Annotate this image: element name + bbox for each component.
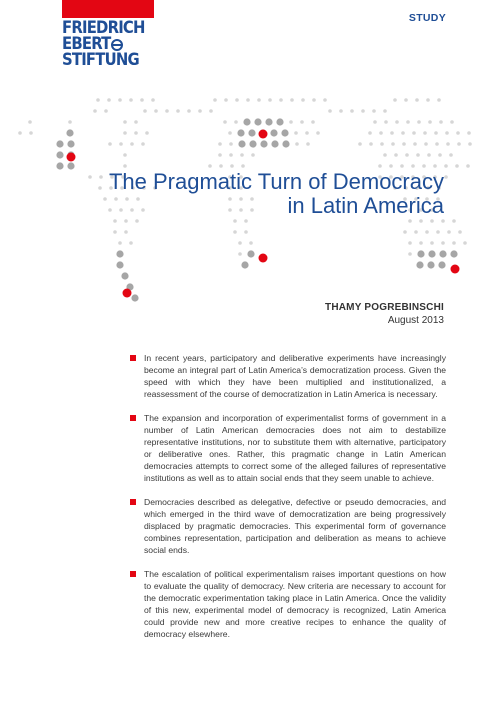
logo-line-3: STIFTUNG xyxy=(62,50,139,69)
map-highlight-dot xyxy=(67,153,76,162)
map-dot xyxy=(437,98,441,102)
map-dot xyxy=(444,175,448,179)
bullet-square-icon xyxy=(130,355,136,361)
map-dot xyxy=(187,109,191,113)
map-dot xyxy=(282,140,289,147)
map-dot xyxy=(249,241,253,245)
bullet-square-icon xyxy=(130,571,136,577)
map-dot xyxy=(445,131,449,135)
map-dot xyxy=(415,98,419,102)
map-dot xyxy=(369,142,373,146)
map-dot xyxy=(428,120,432,124)
map-dot xyxy=(424,142,428,146)
document-type-label: STUDY xyxy=(408,12,446,24)
map-dot xyxy=(265,118,272,125)
map-dot xyxy=(408,252,412,256)
map-dot xyxy=(361,109,365,113)
map-dot xyxy=(403,230,407,234)
map-dot xyxy=(176,109,180,113)
list-item xyxy=(130,568,446,640)
map-dot xyxy=(446,142,450,146)
map-dot xyxy=(389,164,393,168)
map-dot xyxy=(300,120,304,124)
map-dot xyxy=(241,164,245,168)
map-dot xyxy=(238,252,242,256)
map-dot xyxy=(419,219,423,223)
map-dot xyxy=(134,131,138,135)
map-dot xyxy=(373,120,377,124)
map-dot xyxy=(230,164,234,168)
map-dot xyxy=(452,241,456,245)
map-dot xyxy=(456,131,460,135)
map-dot xyxy=(240,153,244,157)
map-dot xyxy=(401,131,405,135)
map-dot xyxy=(413,142,417,146)
map-highlight-dot xyxy=(451,265,460,274)
map-dot xyxy=(56,151,63,158)
map-dot xyxy=(383,153,387,157)
map-dot xyxy=(129,241,133,245)
map-dot xyxy=(406,120,410,124)
map-dot xyxy=(430,241,434,245)
map-dot xyxy=(439,250,446,257)
map-dot xyxy=(113,230,117,234)
map-dot xyxy=(427,261,434,268)
map-dot xyxy=(124,219,128,223)
map-dot xyxy=(238,241,242,245)
map-dot xyxy=(93,109,97,113)
map-dot xyxy=(135,219,139,223)
map-dot xyxy=(394,153,398,157)
map-dot xyxy=(380,142,384,146)
map-dot xyxy=(224,98,228,102)
map-dot xyxy=(131,294,138,301)
map-dot xyxy=(468,142,472,146)
map-dot xyxy=(209,109,213,113)
map-dot xyxy=(251,153,255,157)
map-dot xyxy=(323,98,327,102)
map-dot xyxy=(444,164,448,168)
map-dot xyxy=(438,153,442,157)
map-dot xyxy=(18,131,22,135)
map-dot xyxy=(66,129,73,136)
map-dot xyxy=(154,109,158,113)
map-dot xyxy=(426,98,430,102)
map-dot xyxy=(358,142,362,146)
map-dot xyxy=(435,142,439,146)
map-dot xyxy=(257,98,261,102)
map-dot xyxy=(417,250,424,257)
map-dot xyxy=(378,164,382,168)
bullet-text: In recent years, participatory and deliberative experiments have increasingly become an integral part of Latin America’s democratization process. Given the speed with which they have been multiplied and institutionalized, a reassessment of the course of democratization in Latin America is necessary. xyxy=(144,353,446,399)
map-dot xyxy=(123,164,127,168)
map-dot xyxy=(416,261,423,268)
map-dot xyxy=(463,241,467,245)
map-dot xyxy=(241,261,248,268)
map-dot xyxy=(411,164,415,168)
map-dot xyxy=(449,153,453,157)
map-dot xyxy=(416,153,420,157)
map-dot xyxy=(140,98,144,102)
map-dot xyxy=(439,120,443,124)
map-dot xyxy=(145,131,149,135)
map-dot xyxy=(419,241,423,245)
map-dot xyxy=(391,142,395,146)
map-dot xyxy=(129,98,133,102)
map-dot xyxy=(390,131,394,135)
map-dot xyxy=(260,140,267,147)
map-dot xyxy=(295,142,299,146)
map-dot xyxy=(316,131,320,135)
map-dot xyxy=(121,272,128,279)
map-dot xyxy=(414,230,418,234)
map-dot xyxy=(466,164,470,168)
map-dot xyxy=(281,129,288,136)
map-dot xyxy=(306,142,310,146)
map-dot xyxy=(244,230,248,234)
map-dot xyxy=(289,120,293,124)
map-dot xyxy=(400,164,404,168)
map-dot xyxy=(368,131,372,135)
map-dot xyxy=(213,98,217,102)
bullet-text: The escalation of political experimentalism raises important questions on how to evaluate the quality of democracy. New criteria are necessary to account for the democratic experimentation taking place in Latin America. Once the validity of this new, experimental model of democracy is recognized, Latin America could provide new and more creative recipes to enhance the quality of democracy elsewhere. xyxy=(144,569,446,639)
map-dot xyxy=(198,109,202,113)
map-dot xyxy=(233,219,237,223)
map-dot xyxy=(294,131,298,135)
map-dot xyxy=(433,164,437,168)
map-dot xyxy=(434,131,438,135)
map-dot xyxy=(237,129,244,136)
map-dot xyxy=(223,120,227,124)
map-dot xyxy=(422,164,426,168)
publication-date: August 2013 xyxy=(387,315,444,326)
map-dot xyxy=(107,98,111,102)
map-dot xyxy=(405,153,409,157)
bullet-square-icon xyxy=(130,499,136,505)
map-dot xyxy=(119,142,123,146)
map-dot xyxy=(467,131,471,135)
logo-line-1: FRIEDRICH xyxy=(62,18,145,37)
map-dot xyxy=(450,120,454,124)
map-dot xyxy=(134,120,138,124)
map-dot xyxy=(339,109,343,113)
map-dot xyxy=(116,261,123,268)
map-dot xyxy=(328,109,332,113)
map-dot xyxy=(417,120,421,124)
logo-line-2-text: EBERT xyxy=(62,34,111,53)
list-item xyxy=(130,496,446,556)
map-dot xyxy=(379,131,383,135)
page-title-line-2: in Latin America xyxy=(287,193,444,218)
map-dot xyxy=(427,153,431,157)
map-dot xyxy=(271,140,278,147)
map-dot xyxy=(290,98,294,102)
map-dot xyxy=(243,118,250,125)
map-highlight-dot xyxy=(123,289,132,298)
map-dot xyxy=(441,219,445,223)
map-dot xyxy=(430,219,434,223)
map-dot xyxy=(113,219,117,223)
list-item xyxy=(130,352,446,400)
map-dot xyxy=(233,230,237,234)
map-dot xyxy=(438,261,445,268)
map-dot xyxy=(425,230,429,234)
map-dot xyxy=(372,109,376,113)
map-dot xyxy=(447,230,451,234)
bullet-square-icon xyxy=(130,415,136,421)
map-dot xyxy=(229,142,233,146)
map-dot xyxy=(404,98,408,102)
bullet-text: The expansion and incorporation of experimentalist forms of government in a number of Latin American democracies does not aim to destabilize representative institutions, nor to substitute them with alternative, participatory or deliberative ones. Rather, this pragmatic change in Latin American democracies attempts to correct some of the alleged failures of representative institutions as well as to attain social ends that they seem unable to achieve. xyxy=(144,413,446,483)
map-dot xyxy=(408,219,412,223)
map-dot xyxy=(305,131,309,135)
map-dot xyxy=(56,140,63,147)
map-dot xyxy=(312,98,316,102)
map-dot xyxy=(28,120,32,124)
bullet-text: Democracies described as delegative, defective or pseudo democracies, and which emerged in the third wave of democratization are being progressively displaced by pragmatic democracies. This experimental form of governance combines representation, participation and deliberation as means to achieve social ends. xyxy=(144,497,446,555)
map-dot xyxy=(423,131,427,135)
map-dot xyxy=(118,98,122,102)
map-dot xyxy=(96,98,100,102)
map-dot xyxy=(458,230,462,234)
map-dot xyxy=(246,98,250,102)
map-dot xyxy=(238,140,245,147)
map-dot xyxy=(104,109,108,113)
map-dot xyxy=(441,241,445,245)
map-dot xyxy=(208,164,212,168)
map-dot xyxy=(408,241,412,245)
map-dot xyxy=(218,142,222,146)
map-dot xyxy=(395,120,399,124)
map-dot xyxy=(68,120,72,124)
map-dot xyxy=(228,131,232,135)
map-dot xyxy=(393,98,397,102)
map-dot xyxy=(218,153,222,157)
map-dot xyxy=(123,120,127,124)
list-item xyxy=(130,412,446,484)
map-dot xyxy=(247,250,254,257)
map-dot xyxy=(383,109,387,113)
map-dot xyxy=(311,120,315,124)
map-dot xyxy=(436,230,440,234)
map-dot xyxy=(244,219,248,223)
map-dot xyxy=(67,140,74,147)
summary-bullet-list xyxy=(130,352,446,652)
map-dot xyxy=(143,109,147,113)
map-dot xyxy=(141,142,145,146)
map-dot xyxy=(455,164,459,168)
map-dot xyxy=(384,120,388,124)
map-dot xyxy=(254,118,261,125)
map-dot xyxy=(428,250,435,257)
map-dot xyxy=(276,118,283,125)
map-dot xyxy=(219,164,223,168)
map-dot xyxy=(412,131,416,135)
author-name: THAMY POGREBINSCHI xyxy=(325,302,444,313)
map-dot xyxy=(249,140,256,147)
page-title-line-1: The Pragmatic Turn of Democracy xyxy=(108,169,444,194)
map-dot xyxy=(123,153,127,157)
map-dot xyxy=(450,250,457,257)
map-dot xyxy=(279,98,283,102)
map-dot xyxy=(108,142,112,146)
map-dot xyxy=(270,129,277,136)
map-dot xyxy=(130,142,134,146)
map-dot xyxy=(235,98,239,102)
map-dot xyxy=(452,219,456,223)
map-dot xyxy=(301,98,305,102)
map-dot xyxy=(229,153,233,157)
map-dot xyxy=(350,109,354,113)
map-highlight-dot xyxy=(259,130,268,139)
map-dot xyxy=(248,129,255,136)
map-highlight-dot xyxy=(259,254,268,263)
map-dot xyxy=(118,241,122,245)
map-dot xyxy=(234,120,238,124)
map-dot xyxy=(116,250,123,257)
map-dot xyxy=(165,109,169,113)
map-dot xyxy=(151,98,155,102)
map-dot xyxy=(402,142,406,146)
map-dot xyxy=(268,98,272,102)
map-dot xyxy=(29,131,33,135)
map-dot xyxy=(457,142,461,146)
map-dot xyxy=(123,131,127,135)
map-dot xyxy=(124,230,128,234)
